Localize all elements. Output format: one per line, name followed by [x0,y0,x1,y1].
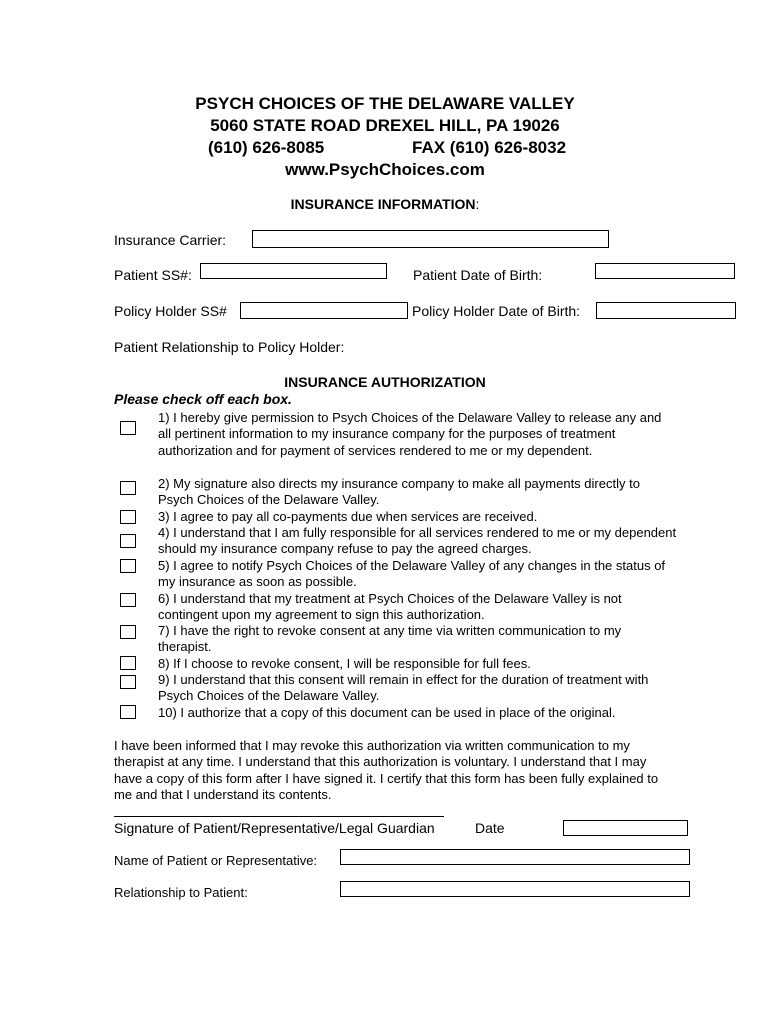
insurance-info-title: INSURANCE INFORMATION [290,196,476,212]
authorization-item-2: 2) My signature also directs my insurance company to make all payments directly to Psych Choices of the Delaware Valley. [158,476,640,508]
authorization-item-3: 3) I agree to pay all co-payments due when services are received. [158,509,538,524]
patient-ss-field[interactable] [200,263,387,279]
relationship-to-patient-label: Relationship to Patient: [114,885,248,900]
signature-label: Signature of Patient/Representative/Legal Guardian [114,820,435,836]
authorization-item-5: 5) I agree to notify Psych Choices of the Delaware Valley of any changes in the status of my insurance as soon as possible. [158,558,666,590]
org-website: www.PsychChoices.com [285,160,485,179]
insurance-info-heading [0,196,770,212]
policy-holder-dob-field[interactable] [596,302,736,319]
policy-holder-dob-label: Policy Holder Date of Birth: [412,303,581,319]
authorization-checkbox-5[interactable] [120,559,136,573]
authorization-checkbox-10[interactable] [120,705,136,719]
relationship-to-patient-field[interactable] [340,881,690,897]
policy-holder-ss-label: Policy Holder SS# [114,303,227,319]
insurance-carrier-field[interactable] [252,230,609,248]
signature-line[interactable] [114,816,444,817]
policy-holder-ss-field[interactable] [240,302,408,319]
authorization-item-1: 1) I hereby give permission to Psych Choices of the Delaware Valley to release any and all pertinent information to my insurance company for the purposes of treatment authorization and for payment of services rendered to me or my dependent. [158,410,662,458]
authorization-checkbox-4[interactable] [120,534,136,548]
authorization-checkbox-9[interactable] [120,675,136,689]
org-address: 5060 STATE ROAD DREXEL HILL, PA 19026 [210,116,560,135]
authorization-checkbox-1[interactable] [120,421,136,435]
insurance-carrier-label: Insurance Carrier: [114,232,227,248]
insurance-authorization-title: INSURANCE AUTHORIZATION [284,374,486,390]
authorization-item-4: 4) I understand that I am fully responsible for all services rendered to me or my dependent should my insurance company refuse to pay the agreed charges. [158,525,677,557]
date-label: Date [475,820,505,836]
date-field[interactable] [563,820,688,836]
patient-relationship-label: Patient Relationship to Policy Holder: [114,339,345,355]
org-phone: (610) 626-8085 [208,138,325,157]
authorization-item-9: 9) I understand that this consent will remain in effect for the duration of treatment with Psych Choices of the Delaware Valley. [158,672,649,704]
authorization-checkbox-8[interactable] [120,656,136,670]
patient-dob-field[interactable] [595,263,735,279]
patient-name-label: Name of Patient or Representative: [114,853,318,868]
insurance-info-colon: : [475,196,480,212]
authorization-checkbox-7[interactable] [120,625,136,639]
authorization-item-10: 10) I authorize that a copy of this document can be used in place of the original. [158,705,616,720]
authorization-checkbox-2[interactable] [120,481,136,495]
authorization-item-7: 7) I have the right to revoke consent at any time via written communication to my therapist. [158,623,622,655]
authorization-instruction: Please check off each box. [114,391,292,407]
authorization-item-8: 8) If I choose to revoke consent, I will be responsible for full fees. [158,656,531,671]
org-fax: FAX (610) 626-8032 [412,138,567,157]
patient-dob-label: Patient Date of Birth: [413,267,543,283]
patient-ss-label: Patient SS#: [114,267,192,283]
authorization-item-6: 6) I understand that my treatment at Psych Choices of the Delaware Valley is not contingent upon my agreement to sign this authorization. [158,591,622,623]
org-name: PSYCH CHOICES OF THE DELAWARE VALLEY [195,94,575,113]
authorization-checkbox-3[interactable] [120,510,136,524]
patient-name-field[interactable] [340,849,690,865]
authorization-checkbox-6[interactable] [120,593,136,607]
consent-statement: I have been informed that I may revoke this authorization via written communication to my therapist at any time. I understand that this authorization is voluntary. I understand that I may have a copy of this form after I have signed it. I certify that this form has been fully explained to me and that I understand its contents. [114,738,659,803]
